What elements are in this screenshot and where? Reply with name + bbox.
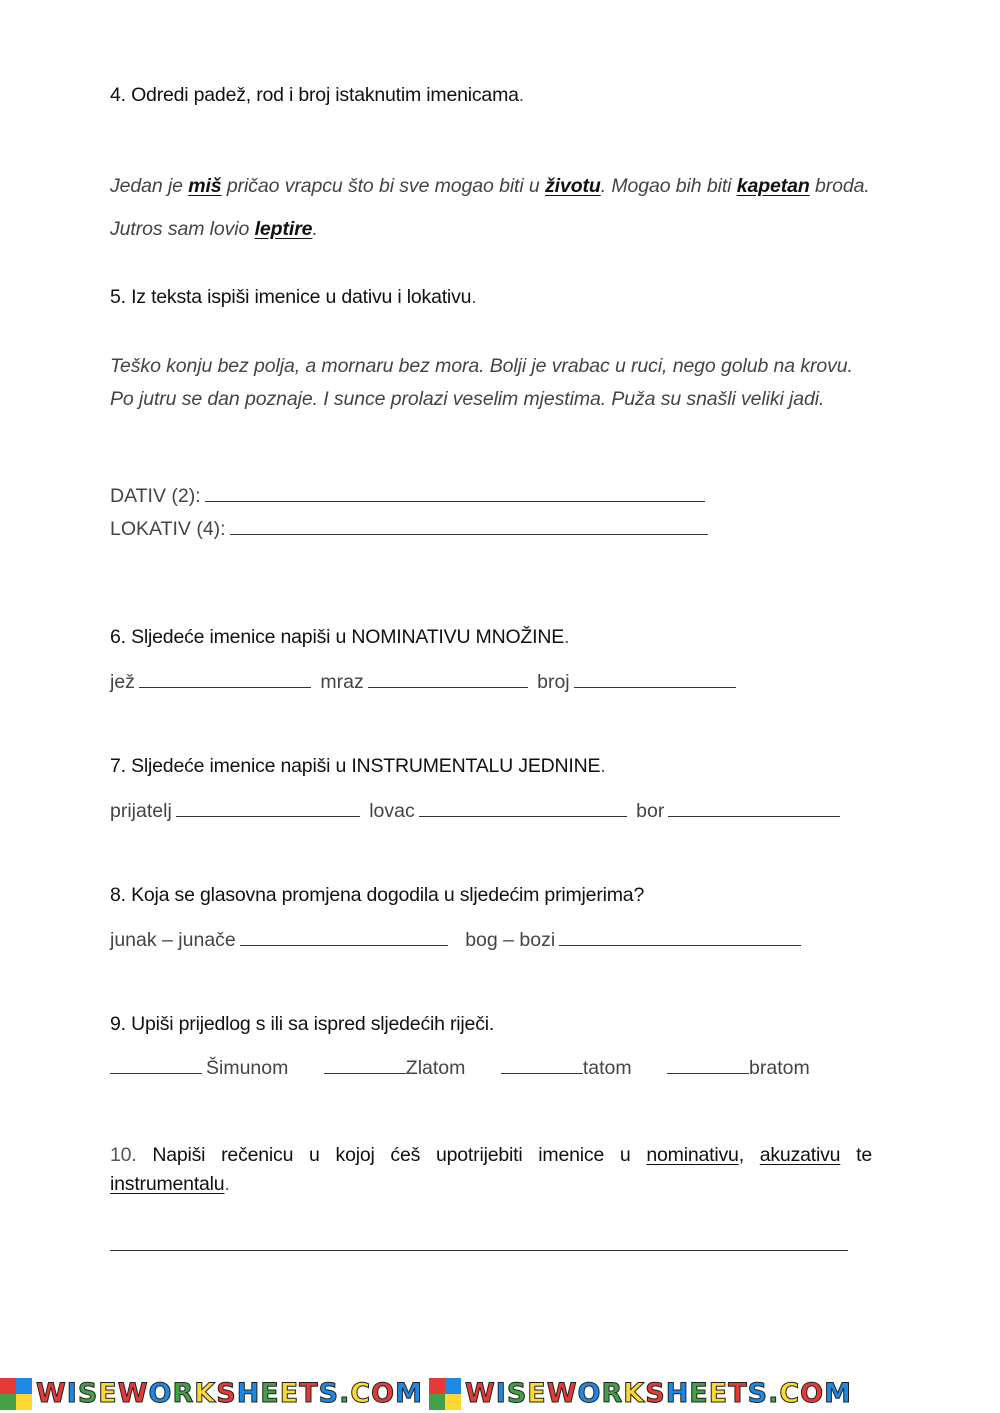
logo-icon xyxy=(429,1378,461,1410)
q4-heading: 4. Odredi padež, rod i broj istaknutim imenicama. xyxy=(110,84,524,106)
q7-heading: 7. Sljedeće imenice napiši u INSTRUMENTALU JEDNINE. xyxy=(110,755,606,777)
q8-heading: 8. Koja se glasovna promjena dogodila u sljedećim primjerima? xyxy=(110,884,645,906)
q5-heading: 5. Iz teksta ispiši imenice u dativu i lokativu. xyxy=(110,286,477,308)
q7-answer-row[interactable]: prijatelj lovac bor xyxy=(110,798,844,823)
q5-text: Teško konju bez polja, a mornaru bez mora. Bolji je vrabac u ruci, nego golub na krovu. Po jutru se dan poznaje. I sunce prolazi veselim mjestima. Puža su snašli veliki jadi. xyxy=(110,355,853,410)
highlighted-noun: kapetan xyxy=(736,175,810,197)
q8-answer-row[interactable]: junak – junače bog – bozi xyxy=(110,927,805,952)
highlighted-noun: miš xyxy=(188,175,222,197)
q10-answer-line[interactable] xyxy=(110,1250,848,1251)
q9-answer-row[interactable]: Šimunom Zlatom tatom bratom xyxy=(110,1055,810,1080)
logo-text: WISEWORKSHEETS.COM xyxy=(465,1378,852,1409)
q6-heading: 6. Sljedeće imenice napiši u NOMINATIVU MNOŽINE. xyxy=(110,626,570,648)
q10-heading: 10. Napiši rečenicu u kojoj ćeš upotrijebiti imenice u nominativu, akuzativu te instrumentalu. xyxy=(110,1144,873,1195)
q4-text: Jedan je miš pričao vrapcu što bi sve mogao biti u životu. Mogao bih biti kapetan broda. Jutros sam lovio leptire. xyxy=(110,175,870,240)
lokativ-answer-line[interactable]: LOKATIV (4): xyxy=(110,516,712,541)
footer-watermark xyxy=(0,1374,1000,1413)
highlighted-noun: životu xyxy=(545,175,601,197)
dativ-answer-line[interactable]: DATIV (2): xyxy=(110,483,709,508)
wiseworksheets-logo xyxy=(0,1378,423,1410)
logo-icon xyxy=(0,1378,32,1410)
highlighted-noun: leptire xyxy=(254,218,313,240)
q6-answer-row[interactable]: jež mraz broj xyxy=(110,669,740,694)
q9-heading: 9. Upiši prijedlog s ili sa ispred sljedećih riječi. xyxy=(110,1013,495,1035)
logo-text: WISEWORKSHEETS.COM xyxy=(36,1378,423,1409)
wiseworksheets-logo xyxy=(429,1378,852,1410)
